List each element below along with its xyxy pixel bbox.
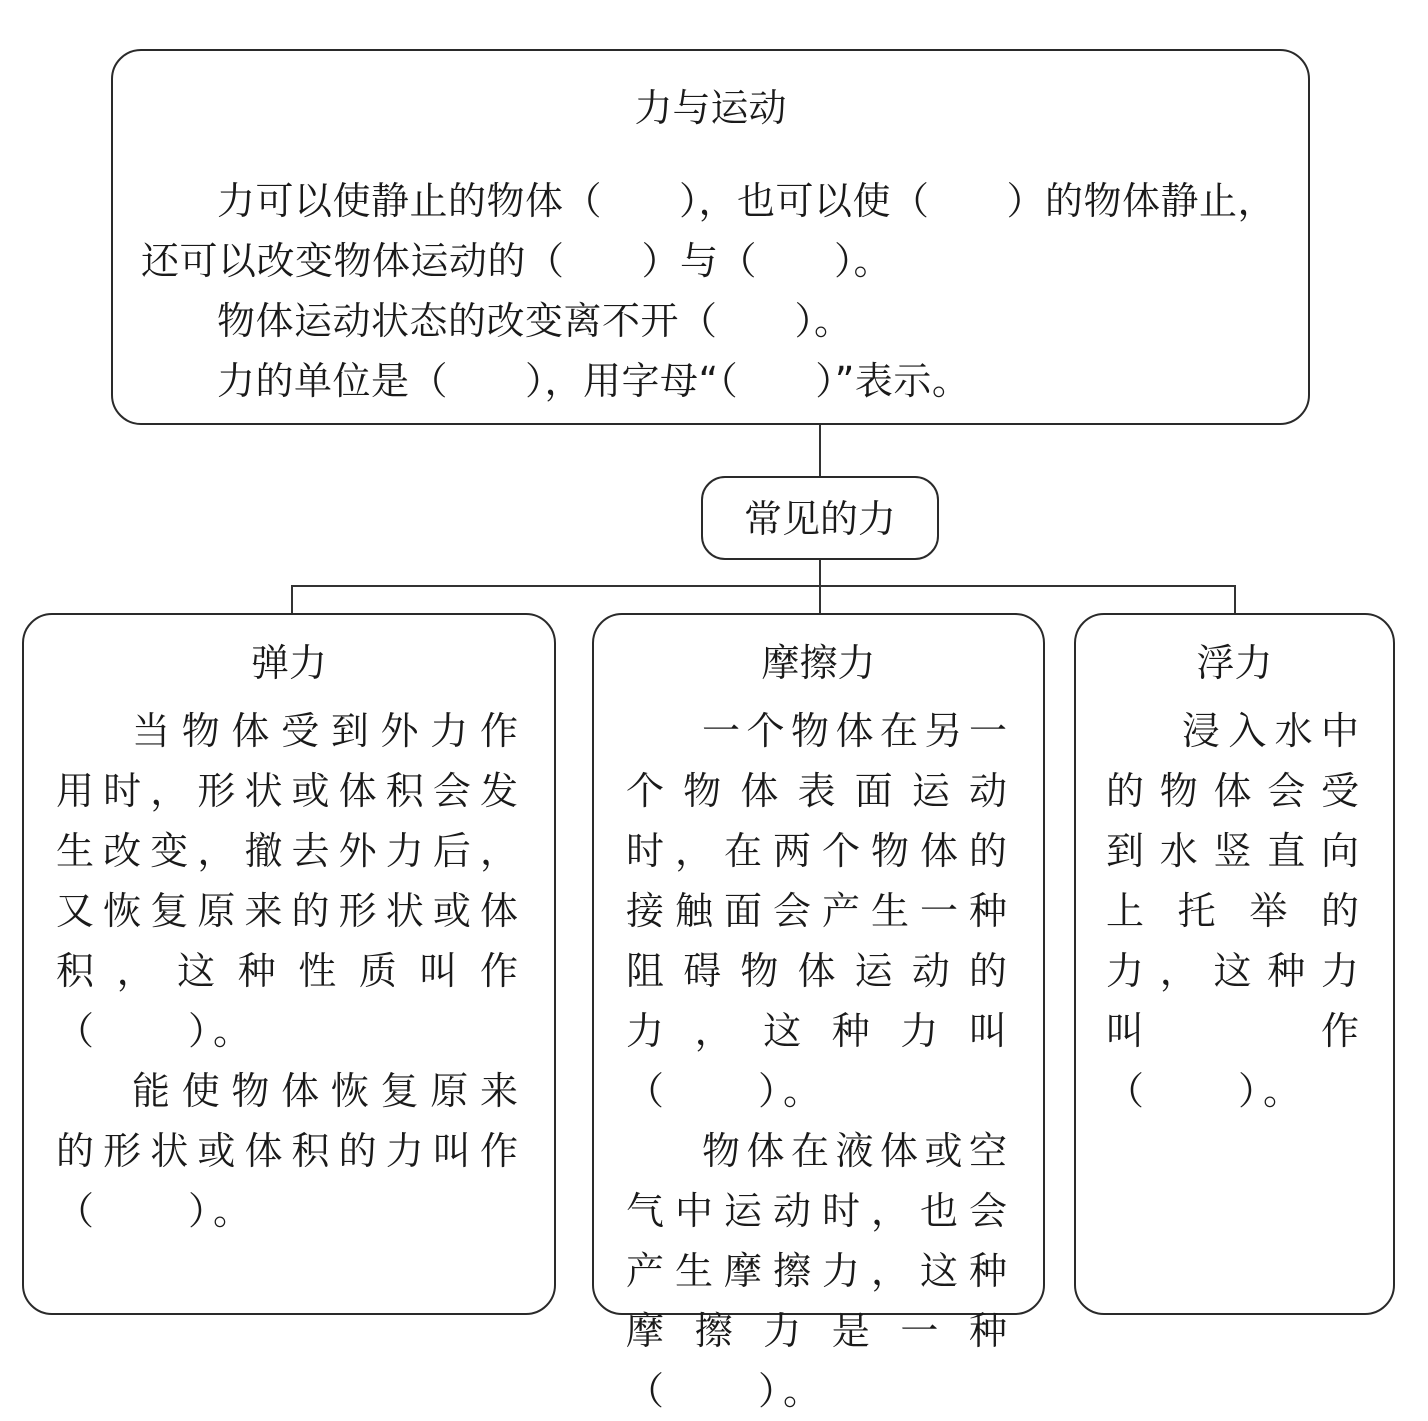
friction-force-content bbox=[626, 701, 1013, 1421]
elastic-force-paragraph-1: 当物体受到外力作用时，形状或体积会发生改变，撤去外力后，又恢复原来的形状或体积，这种性质叫作（ ）。 bbox=[56, 709, 524, 1053]
connector-to-buoyancy bbox=[1234, 585, 1236, 613]
common-forces-title: 常见的力 bbox=[743, 497, 896, 541]
connector-top-to-middle bbox=[819, 425, 821, 476]
buoyancy-force-title: 浮力 bbox=[1196, 641, 1273, 685]
force-and-motion-line-3: 物体运动状态的改变离不开（ ）。 bbox=[217, 299, 853, 343]
buoyancy-force-paragraph-1: 浸入水中的物体会受到水竖直向上托举的力，这种力叫作（ ）。 bbox=[1106, 709, 1365, 1113]
buoyancy-force-content bbox=[1106, 701, 1365, 1121]
elastic-force-title: 弹力 bbox=[250, 641, 327, 685]
friction-force-paragraph-1: 一个物体在另一个物体表面运动时，在两个物体的接触面会产生一种阻碍物体运动的力，这种力叫（ ）。 bbox=[626, 709, 1013, 1113]
buoyancy-force-box bbox=[1074, 613, 1395, 1315]
friction-force-box bbox=[592, 613, 1045, 1413]
connector-to-elastic bbox=[291, 585, 293, 613]
force-and-motion-line-4: 力的单位是（ ），用字母“（ ）”表示。 bbox=[217, 359, 971, 403]
elastic-force-box bbox=[22, 613, 556, 1315]
force-and-motion-title: 力与运动 bbox=[634, 86, 787, 130]
force-and-motion-line-2: 还可以改变物体运动的（ ）与（ ）。 bbox=[141, 239, 893, 283]
friction-force-title: 摩擦力 bbox=[761, 641, 876, 685]
elastic-force-paragraph-2: 能使物体恢复原来的形状或体积的力叫作（ ）。 bbox=[56, 1069, 524, 1233]
force-and-motion-line-1: 力可以使静止的物体（ ），也可以使（ ）的物体静止， bbox=[217, 179, 1277, 223]
friction-force-paragraph-2: 物体在液体或空气中运动时，也会产生摩擦力，这种摩擦力是一种（ ）。 bbox=[626, 1129, 1013, 1413]
connector-horizontal bbox=[291, 585, 1236, 587]
force-and-motion-box bbox=[111, 49, 1310, 425]
elastic-force-content bbox=[56, 701, 524, 1241]
force-and-motion-content bbox=[141, 171, 1286, 411]
common-forces-box bbox=[701, 476, 939, 560]
